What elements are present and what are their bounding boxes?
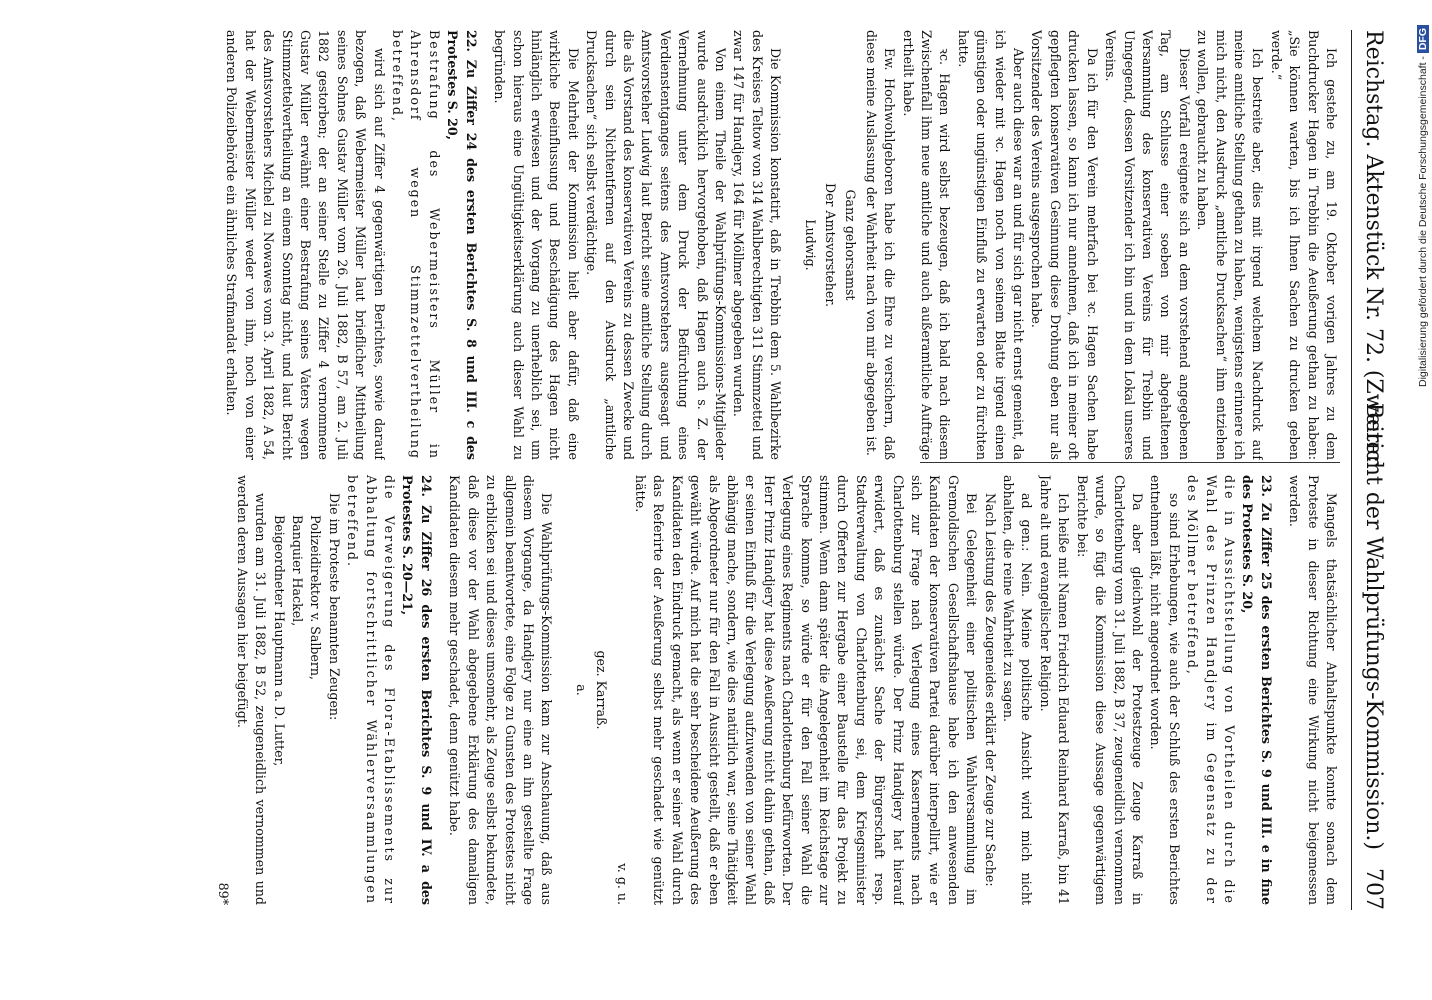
signature: Ludwig. (802, 219, 818, 271)
paragraph: Von einem Theile der Wahlprüfungs-Kommissions-Mitglieder wurde ausdrücklich hervorgehoben, daß Hagen auch s. Z. der Vernehmung unter dem Druck der Befürchtung eines Verdienstentganges seitens des Amtsvorstehers ausgesagt und Amtsvorsteher Ludwig laut Bericht seine amtliche Stellung durch die als Vorstand des konservativen Vereins zu dessen Zwecke und durch sein Nichtentfernen auf den Ausdruck „amtliche Drucksachen“ sich selbst verdächtige. (584, 30, 728, 460)
paragraph: ad gen.: Nein. Meine politische Ansicht wird mich nicht abhalten, die reine Wahrheit zu sagen. (1001, 475, 1035, 905)
section-subject-24: die Verweigerung des Flora-Etablissements zur Abhaltung fortschrittlicher Wählerversammlungen betreffend. (345, 475, 398, 905)
column-right (20, 475, 1340, 905)
paragraph: Die Mehrheit der Kommission hielt aber dafür, daß eine wirkliche Beeinflussung und Beschädigung des Hagen nicht hinlänglich erwiesen und der Vorgang zu unerheblich sei, um schon hieraus eine Ungültigkeitserklärung auch dieser Wahl zu begründen. (492, 30, 581, 460)
vgu-mark: v. g. u. (614, 863, 630, 905)
column-divider (920, 462, 1340, 463)
witness-name: Banquier Hackel, (290, 515, 306, 627)
section-subject-22: Bestrafung des Webermeisters Müller in Ahrensdorf wegen Stimmzettelvertheilung betreffend, (390, 30, 442, 460)
signer-title: Der Amtsvorsteher. (823, 182, 839, 308)
paragraph: Dieser Vorfall ereignete sich an dem vorstehend angegebenen Tag, am Schlusse einer soeben von mir abgehaltenen Versammlung des konservativen Vereins für Trebbin und Umgegend, dessen Vorsitzender ich bin und in dem Lokal unseres Vereins. (1103, 30, 1192, 460)
paragraph: Ich heiße mit Namen Friedrich Eduard Reinhard Karraß, bin 41 Jahre alt und evangelischer Religion. (1037, 475, 1072, 905)
paragraph: Nach Leistung des Zeugeneides erklärt der Zeuge zur Sache: (982, 493, 998, 887)
digitization-note (1416, 25, 1430, 955)
paragraph: wurden am 31. Juli 1882, B 52, zeugeneidlich vernommen und werden deren Aussagen hier beigefügt. (234, 475, 269, 905)
paragraph: Da ich für den Verein mehrfach bei ꝛc. Hagen Sachen habe drucken lassen, so kann ich nur annehmen, daß ich in meiner oft gepflegten konservativen Gesinnung diese Drohung eben nur als Vorsitzender des Vereins ausgesprochen habe. (1029, 30, 1100, 460)
catchword: 89* (216, 882, 232, 905)
header-right: Bericht der Wahlprüfungs-Kommission.) (1361, 402, 1386, 850)
signature-mark: a. (573, 684, 589, 696)
paragraph: Die Wahlprüfungs-Kommission kam zur Anschauung, daß aus diesem Vorgange, da Handjery nur eine an ihn gestellte Frage allgemein beantwortete, eine Folge zu Gunsten des Protestes nicht zu erblicken sei und dieses umsomehr, als Zeuge selbst bekundete, daß diese vor der Wahl abgegebene Erklärung des damaligen Kandidaten diesem mehr geschadet, denn genützt habe. (447, 475, 555, 905)
section-heading-23: 23. Zu Ziffer 25 des ersten Berichtes S. 9 und III. e in fine des Protestes S. 20, (1240, 475, 1274, 905)
paragraph: Aber auch diese war an und für sich gar nicht ernst gemeint, da ich wieder mit ꝛc. Hagen noch von seinem Blatte irgend einen günstigen oder ungünstigen Einfluß zu erwarten oder zu fürchten hatte. (955, 30, 1027, 460)
page-header (1351, 30, 1392, 910)
paragraph: Ich bestreite aber, dies mit irgend welchem Nachdruck auf meine amtliche Stellung gethan zu haben, wenigstens erinnere ich mich nicht, den Ausdruck „amtliche Drucksachen“ ihm entziehen zu wollen, gebraucht zu haben. (1195, 30, 1266, 460)
paragraph: Die Kommission konstatirt, daß in Trebbin dem 5. Wahlbezirke des Kreises Teltow von 314 Wahlberechtigten 311 Stimmzettel und zwar 147 für Handjery, 164 für Möllmer abgegeben wurden. (731, 30, 784, 460)
paragraph: ꝛc. Hagen wird selbst bezeugen, daß ich bald nach diesem Zwischenfall ihm neue amtliche und auch außeramtliche Aufträge ertheilt habe. (900, 30, 953, 460)
paragraph: Bei Gelegenheit einer politischen Wahlversammlung im Gremoldischen Gesellschaftshause habe ich den anwesenden Kandidaten der konservativen Partei darüber interpellirt, wie er sich zur Frage nach Verlegung eines Kasernements nach Charlottenburg stellen würde. Der Prinz Handjery hat hierauf erwidert, daß es zunächst Sache der Bürgerschaft resp. Stadtverwaltung von Charlottenburg sei, dem Kriegsminister durch Offerten zur Hergabe einer Baustelle für das Projekt zu stimmen. Wenn dann später die Angelegenheit im Reichstage zur Sprache komme, so würde er für den Fall seiner Wahl die Verlegung eines Regiments nach Charlottenburg befürworten. Der Herr Prinz Handjery hat diese Aeußerung nicht dahin gethan, daß er seinen Einfluß für die Verlegung aufzuwenden von seiner Wahl abhängig mache, sondern, wie dies natürlich war, seine Thätigkeit als Abgeordneter nur für den Fall in Aussicht gestellt, daß er eben gewählt würde. Auf mich hat die sehr bescheidene Aeußerung des Kandidaten den Eindruck gemacht, als wenn er seiner Wahl durch das Referirte der Aeußerung selbst mehr geschadet wie genützt hätte. (632, 475, 980, 905)
dfg-logo: DFG (1417, 25, 1429, 53)
page-number: 707 (1361, 868, 1386, 910)
header-left: Reichstag. Aktenstück Nr. 72. (Zweiter (1361, 30, 1386, 466)
witness-name: Beigeordneter Hauptmann a. D. Lutter, (271, 515, 287, 767)
witness-name: Polizeidirektor v. Salbern, (308, 515, 324, 681)
section-heading-24: 24. Zu Ziffer 26 des ersten Berichtes S. 9 und IV. a des Protestes S. 20—21, (400, 475, 434, 905)
paragraph: Die im Proteste benannten Zeugen: (326, 493, 342, 721)
paragraph: Ew. Hochwohlgeboren habe ich die Ehre zu versichern, daß diese meine Auslassung der Wahrheit nach von mir abgegeben ist. (863, 30, 898, 460)
section-subject-23: die in Aussichtstellung von Vortheilen durch die Wahl des Prinzen Handjery im Gegensatz zu der des Möllmer betreffend, (1185, 475, 1237, 905)
section-heading-22: 22. Zu Ziffer 24 des ersten Berichtes S. 8 und III. c des Protestes S. 20, (445, 30, 479, 460)
column-left (20, 30, 1340, 460)
closing-formula: Ganz gehorsamst (843, 189, 859, 301)
paragraph: wird sich auf Ziffer 4 gegenwärtigen Berichtes, sowie darauf bezogen, daß Webermeister Müller laut brieflicher Mittheilung seines Sohnes Gustav Müller vom 26. Juli 1882, B 57, am 2. Juli 1882 gestorben; der an seiner Stelle zu Ziffer 4 vernommene Gustav Müller erwähnt einer Bestrafung seines Vaters wegen Stimmzettelvertheilung an einem Sonntag nicht, und laut Bericht des Amtsvorstehers Michel zu Nowawes vom 3. April 1882, A 54, hat der Webermeister Müller weder von ihm, noch von einer anderen Polizeibehörde ein ähnliches Strafmandat erhalten. (224, 30, 387, 460)
paragraph: Da aber gleichwohl der Protestzeuge Zeuge Karraß in Charlottenburg vom 31. Juli 1882, B 37, zeugeneidlich vernommen wurde, so fügt die Kommission diese Aussage gegenwärtigem Berichte bei: (1074, 475, 1145, 905)
signature: gez. Karraß. (594, 650, 610, 730)
paragraph: so sind Erhebungen, wie auch der Schluß des ersten Berichtes entnehmen läßt, nicht angeordnet worden. (1148, 475, 1182, 905)
digitization-text: Digitalisierung gefördert durch die Deutsche Forschungsgemeinschaft - (1417, 53, 1429, 388)
paragraph: Ich gestehe zu, am 19. Oktober vorigen Jahres zu dem Buchdrucker Hagen in Trebbin die Aeußerung gethan zu haben: „Sie können warten, bis ich Ihnen Sachen zu drucken geben werde.“ (1268, 30, 1339, 460)
paragraph: Mangels thatsächlicher Anhaltspunkte konnte sonach dem Proteste in dieser Richtung eine Wirkung nicht beigemessen werden. (1287, 475, 1339, 905)
